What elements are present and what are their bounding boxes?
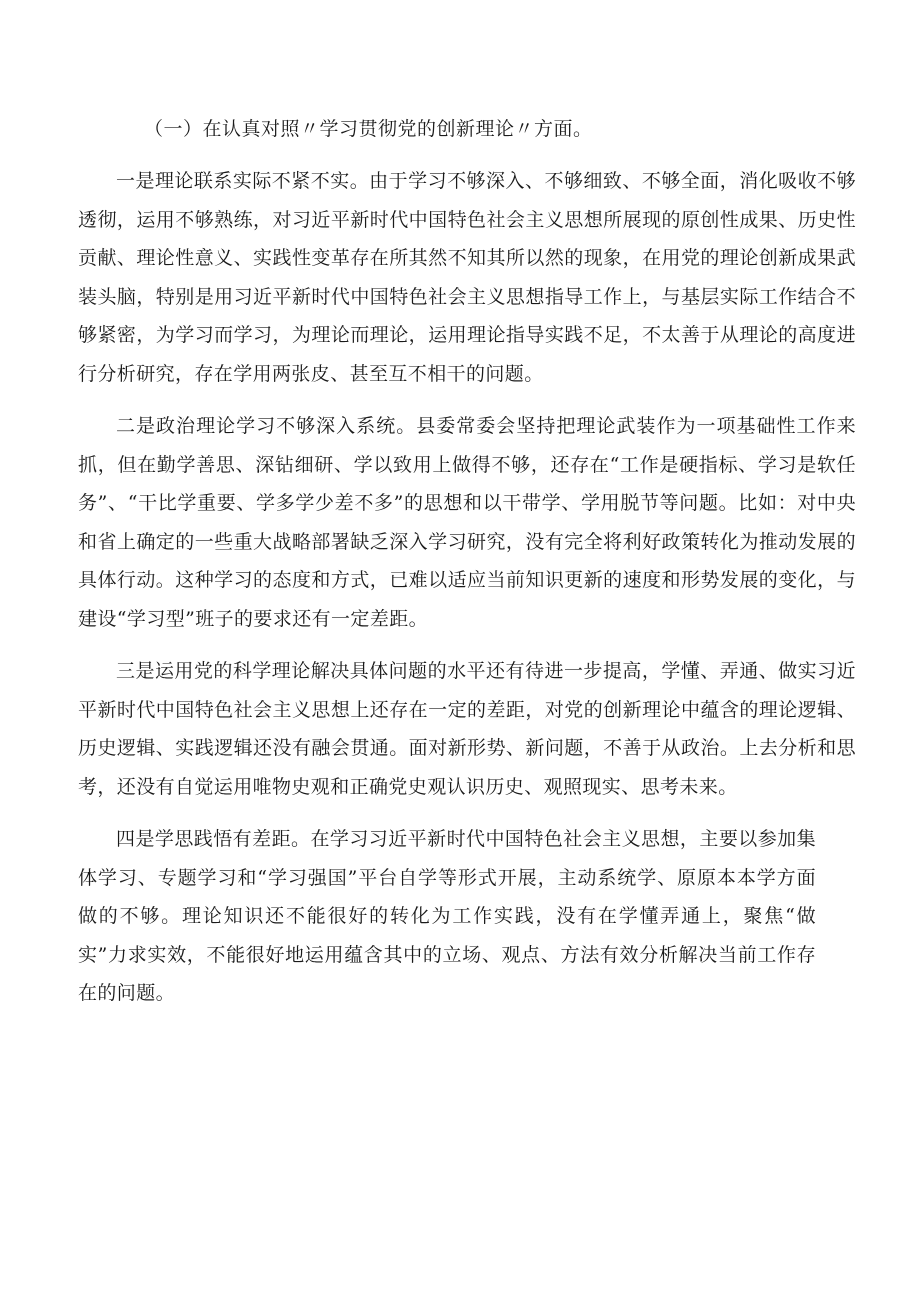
- paragraph-2: 二是政治理论学习不够深入系统。县委常委会坚持把理论武装作为一项基础性工作来抓，但在勤学善思、深钻细研、学以致用上做得不够，还存在“工作是硬指标、学习是软任务”、“干比学重要、学多学少差不多”的思想和以干带学、学用脱节等问题。比如：对中央和省上确定的一些重大战略部署缺乏深入学习研究，没有完全将利好政策转化为推动发展的具体行动。这种学习的态度和方式，已难以适应当前知识更新的速度和形势发展的变化，与建设“学习型”班子的要求还有一定差距。: [78, 415, 856, 630]
- section-heading: （一）在认真对照〃学习贯彻党的创新理论〃方面。: [144, 118, 593, 140]
- paragraph-1: 一是理论联系实际不紧不实。由于学习不够深入、不够细致、不够全面，消化吸收不够透彻，运用不够熟练，对习近平新时代中国特色社会主义思想所展现的原创性成果、历史性贡献、理论性意义、实践性变革存在所其然不知其所以然的现象，在用党的理论创新成果武装头脑，特别是用习近平新时代中国特色社会主义思想指导工作上，与基层实际工作结合不够紧密，为学习而学习，为理论而理论，运用理论指导实践不足，不太善于从理论的高度进行分析研究，存在学用两张皮、甚至互不相干的问题。: [78, 170, 856, 385]
- paragraph-4: 四是学思践悟有差距。在学习习近平新时代中国特色社会主义思想，主要以参加集体学习、专题学习和“学习强国”平台自学等形式开展，主动系统学、原原本本学方面做的不够。理论知识还不能很好的转化为工作实践，没有在学懂弄通上，聚焦“做实”力求实效，不能很好地运用蕴含其中的立场、观点、方法有效分析解决当前工作存在的问题。: [78, 828, 816, 1004]
- paragraph-3: 三是运用党的科学理论解决具体问题的水平还有待进一步提高，学懂、弄通、做实习近平新时代中国特色社会主义思想上还存在一定的差距，对党的创新理论中蕴含的理论逻辑、历史逻辑、实践逻辑还没有融会贯通。面对新形势、新问题，不善于从政治。上去分析和思考，还没有自觉运用唯物史观和正确党史观认识历史、观照现实、思考未来。: [78, 660, 856, 798]
